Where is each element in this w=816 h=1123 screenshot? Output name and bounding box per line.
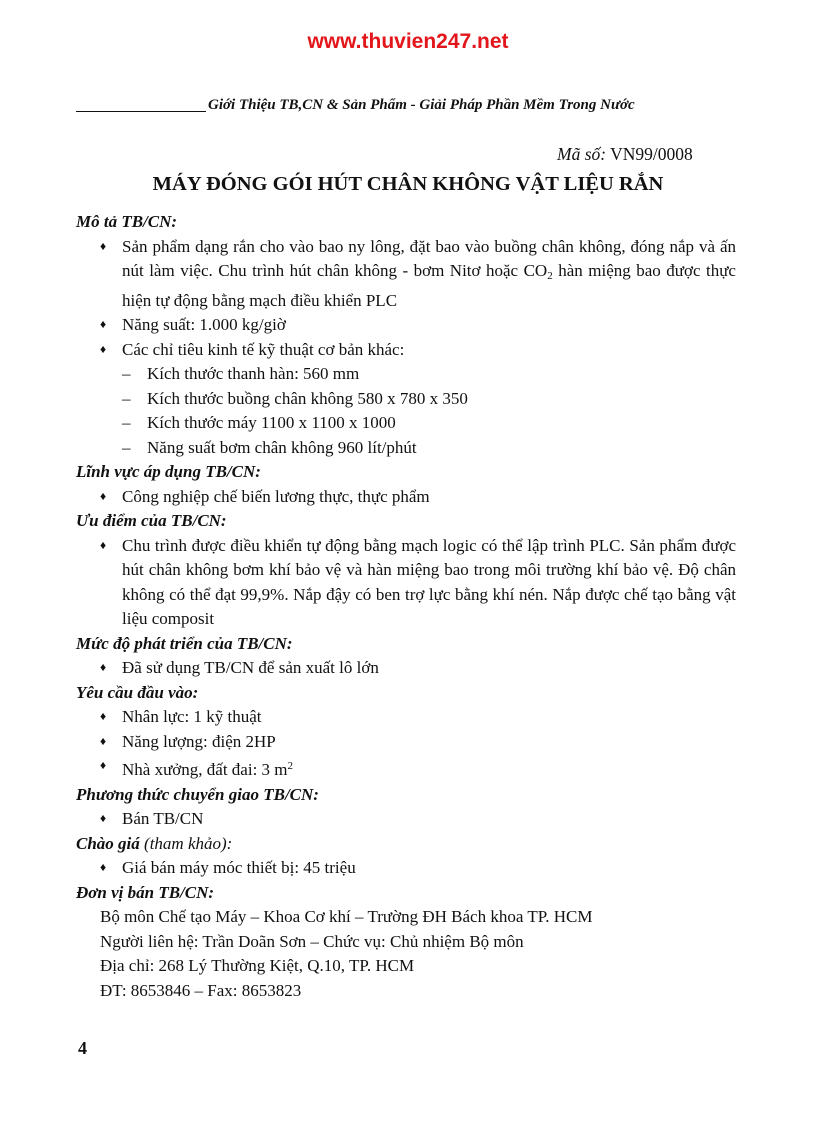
list-item: ♦ Công nghiệp chế biến lương thực, thực phẩm bbox=[100, 485, 736, 510]
area-text: Nhà xưởng, đất đai: 3 m bbox=[122, 760, 288, 779]
spec-item: – Kích thước thanh hàn: 560 mm bbox=[122, 362, 736, 387]
list-item: ♦ Năng lượng: điện 2HP bbox=[100, 730, 736, 755]
field-list bbox=[76, 485, 736, 510]
specs-intro: Các chỉ tiêu kinh tế kỹ thuật cơ bản khác: bbox=[122, 339, 405, 359]
price-heading-note: (tham khảo): bbox=[144, 833, 233, 853]
section-heading-transfer: Phương thức chuyển giao TB/CN: bbox=[76, 784, 319, 804]
page-title: MÁY ĐÓNG GÓI HÚT CHÂN KHÔNG VẬT LIỆU RẮN bbox=[152, 173, 664, 195]
seller-line: Bộ môn Chế tạo Máy – Khoa Cơ khí – Trường ĐH Bách khoa TP. HCM bbox=[100, 907, 593, 926]
requirements-list bbox=[76, 705, 736, 783]
code-label: Mã số: bbox=[557, 144, 607, 164]
section-heading-field: Lĩnh vực áp dụng TB/CN: bbox=[76, 462, 261, 481]
section-heading-seller: Đơn vị bán TB/CN: bbox=[76, 882, 215, 902]
section-heading-requirements: Yêu cầu đầu vào: bbox=[76, 682, 199, 702]
spec-item: – Kích thước máy 1100 x 1100 x 1000 bbox=[122, 411, 736, 436]
list-item: ♦ Đã sử dụng TB/CN để sản xuất lô lớn bbox=[100, 656, 736, 681]
square-superscript: 2 bbox=[287, 760, 294, 772]
list-item: ♦ Nhân lực: 1 kỹ thuật bbox=[100, 705, 736, 730]
spec-item: – Năng suất bơm chân không 960 lít/phút bbox=[122, 436, 736, 461]
description-text-1a: Sản phẩm dạng rắn cho vào bao ny lông, đặt bao vào buồng chân không, đóng nắp và ấn nút làm việc. Chu trình hút chân không - bơm Nitơ hoặc CO bbox=[122, 236, 736, 280]
running-header: Giới Thiệu TB,CN & Sản Phẩm - Giải Pháp Phần Mềm Trong Nước bbox=[208, 97, 635, 113]
list-item: ♦ Bán TB/CN bbox=[100, 807, 736, 832]
price-list bbox=[76, 856, 736, 881]
transfer-list bbox=[76, 807, 736, 832]
description-text-1b: hàn miệng bao được thực hiện tự động bằng mạch điều khiển PLC bbox=[122, 261, 736, 310]
document-code bbox=[557, 144, 693, 165]
advantages-list bbox=[76, 534, 736, 632]
seller-line: Địa chỉ: 268 Lý Thường Kiệt, Q.10, TP. HCM bbox=[100, 956, 415, 975]
section-heading-development: Mức độ phát triển của TB/CN: bbox=[76, 633, 293, 653]
list-item bbox=[100, 235, 736, 314]
co2-subscript: 2 bbox=[547, 270, 553, 282]
price-heading: Chào giá bbox=[76, 833, 140, 853]
list-item: ♦ Chu trình được điều khiển tự động bằng mạch logic có thể lập trình PLC. Sản phẩm được hút chân không bơm khí bảo vệ và hàn miệng bao trong môi trường khí bảo vệ. Độ chân không có thể đạt 99,9%. Nắp đậy có ben trợ lực bằng khí nén. Nắp được chế tạo bằng vật liệu composit bbox=[100, 534, 736, 632]
list-item: ♦ Năng suất: 1.000 kg/giờ bbox=[100, 313, 736, 338]
section-heading-description: Mô tả TB/CN: bbox=[76, 212, 178, 231]
list-item: ♦ Giá bán máy móc thiết bị: 45 triệu bbox=[100, 856, 736, 881]
specs-list bbox=[122, 362, 736, 460]
development-list bbox=[76, 656, 736, 681]
code-value: VN99/0008 bbox=[610, 144, 693, 164]
list-item bbox=[100, 754, 736, 783]
spec-item: – Kích thước buồng chân không 580 x 780 x 350 bbox=[122, 387, 736, 412]
section-heading-price bbox=[76, 832, 736, 857]
section-heading-advantages: Ưu điểm của TB/CN: bbox=[76, 511, 227, 530]
description-list bbox=[76, 235, 736, 461]
seller-line: Người liên hệ: Trần Doãn Sơn – Chức vụ: Chủ nhiệm Bộ môn bbox=[100, 931, 524, 951]
page-number: 4 bbox=[78, 1038, 87, 1058]
list-item bbox=[100, 338, 736, 461]
header-rule bbox=[76, 111, 206, 112]
document-body bbox=[76, 210, 736, 1003]
seller-line: ĐT: 8653846 – Fax: 8653823 bbox=[100, 980, 302, 1000]
watermark-link[interactable]: www.thuvien247.net bbox=[307, 30, 509, 53]
